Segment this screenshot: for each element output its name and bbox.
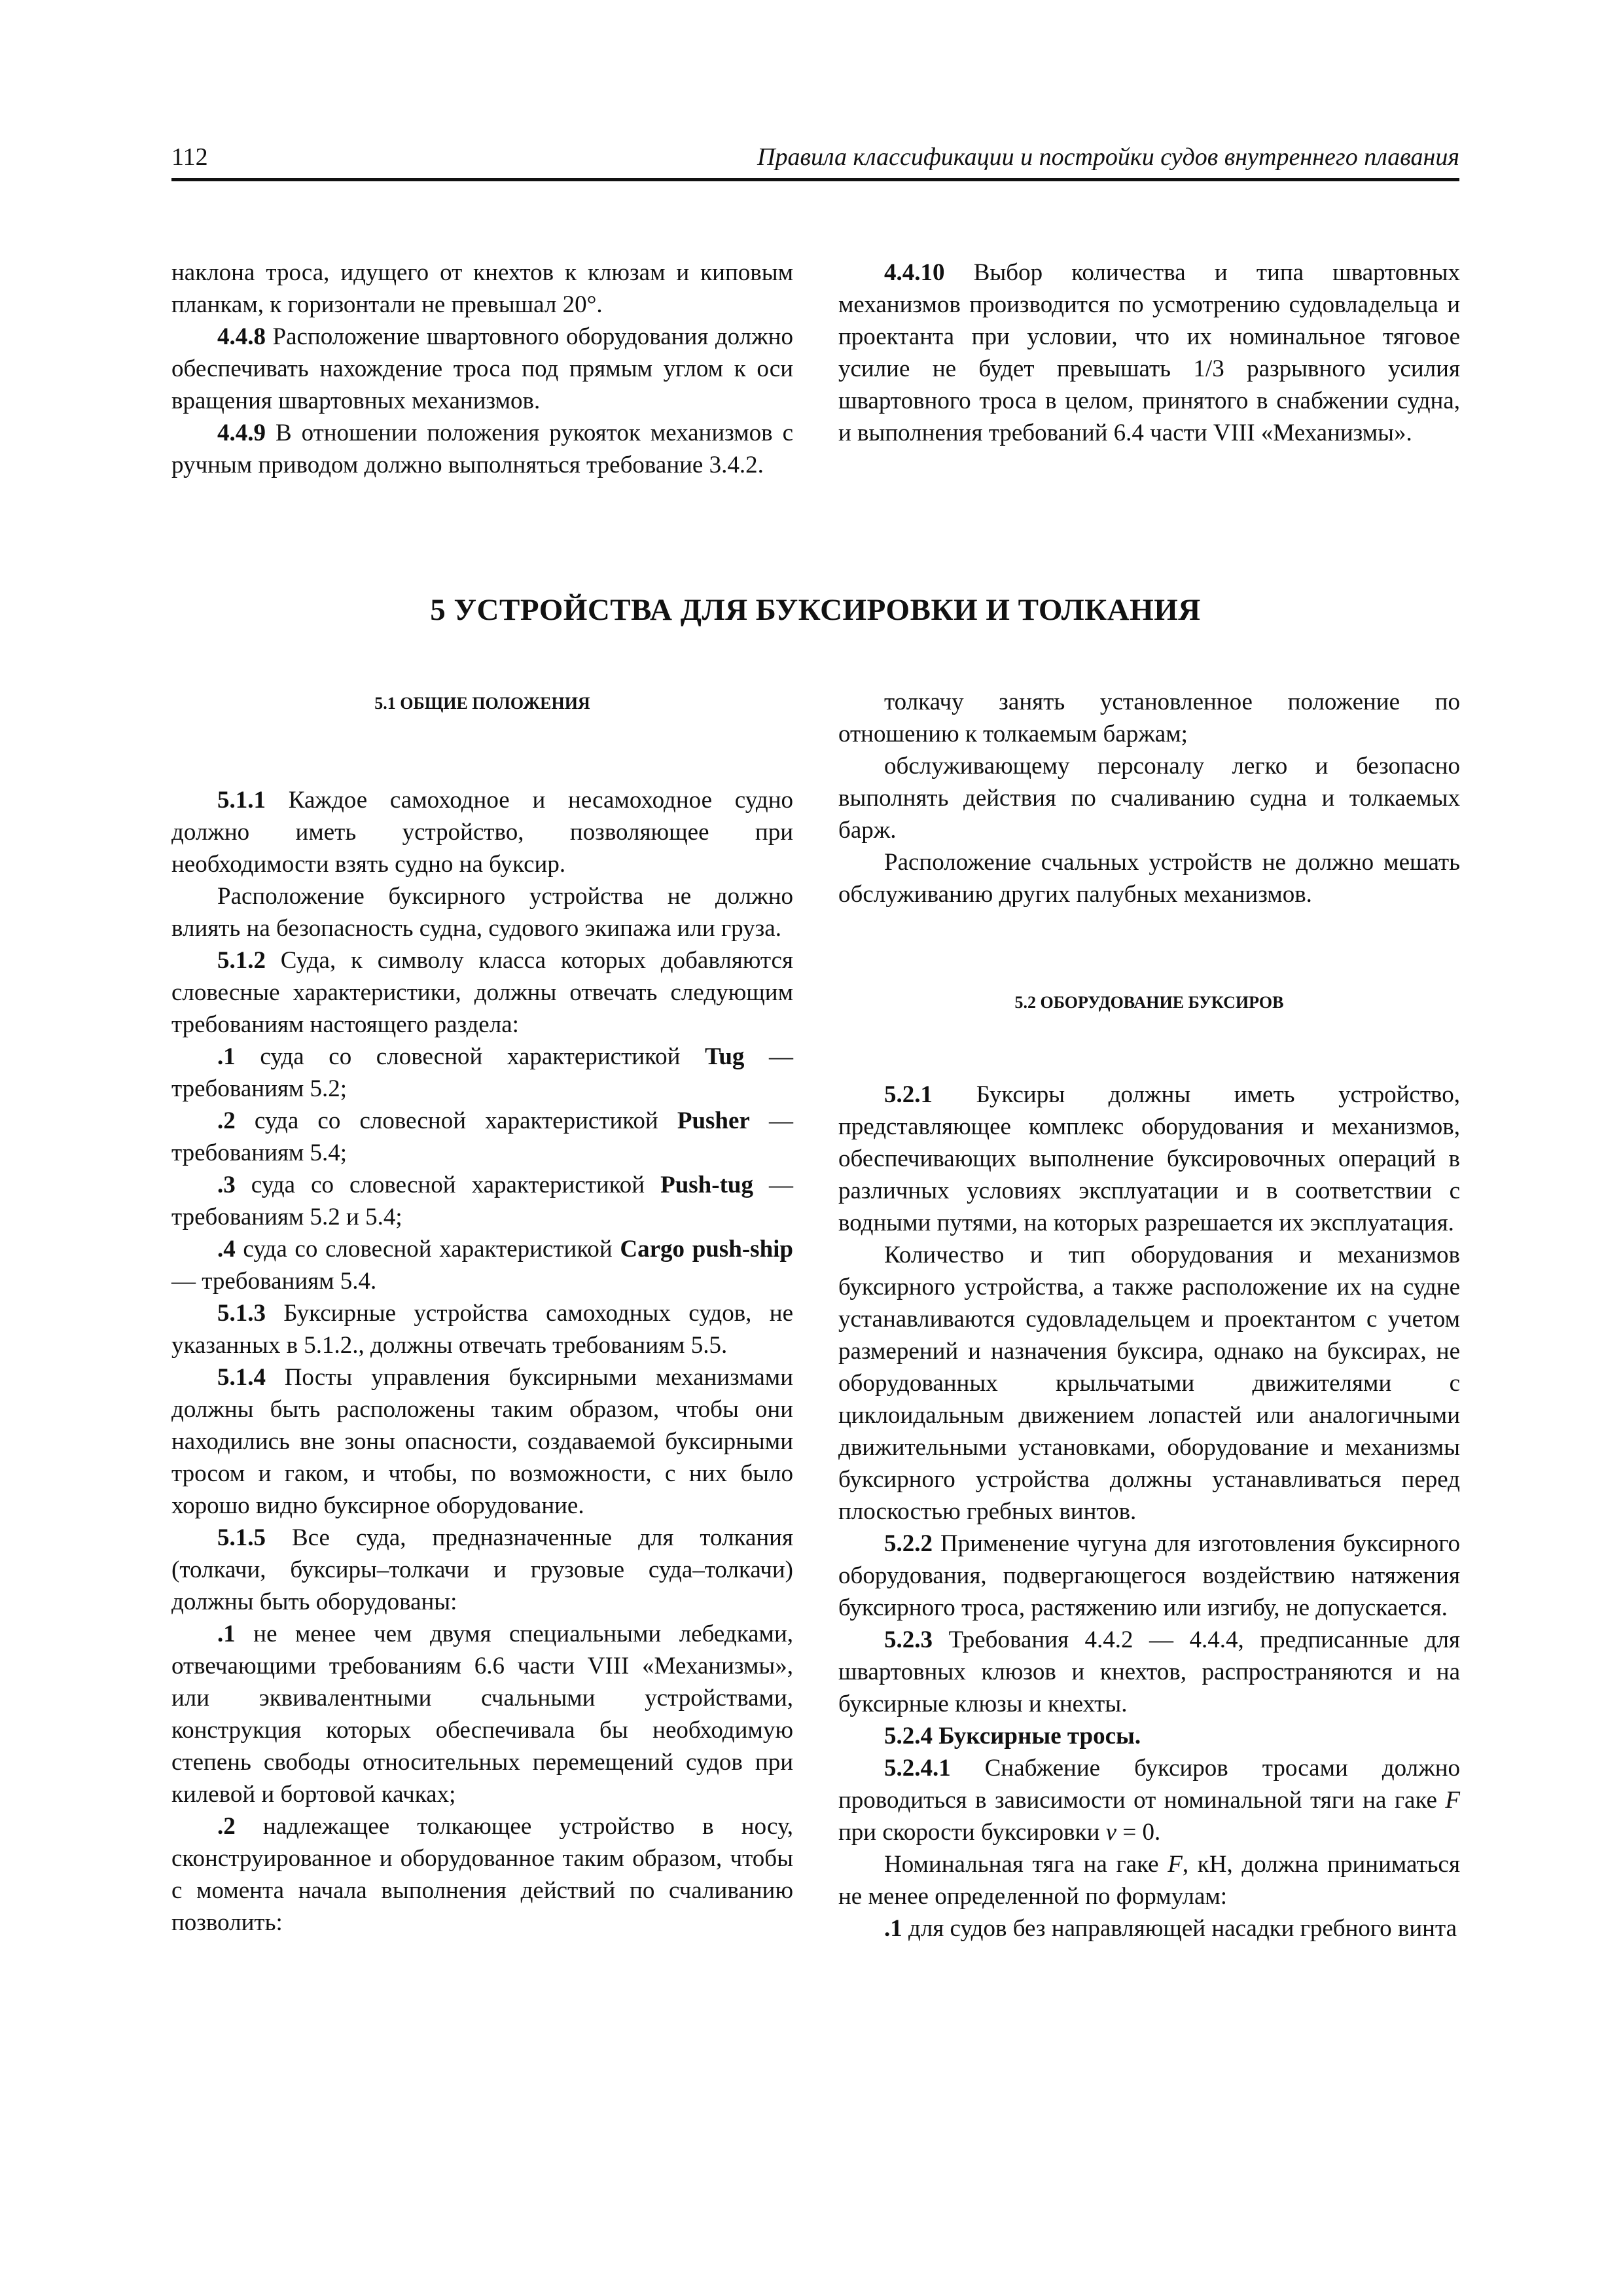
- clause-number: 5.2.4.1: [884, 1755, 951, 1782]
- list-item: .1 суда со словесной характеристикой Tug — требованиям 5.2;: [171, 1043, 793, 1102]
- paragraph-5-2-2: 5.2.2 Применение чугуна для изготовления буксирного оборудования, подвергающегося воздействию натяжения буксирного троса, растяжению или изгибу, не допускается.: [838, 1530, 1460, 1621]
- clause-number: 4.4.8: [217, 323, 266, 350]
- class-notation: Tug: [705, 1043, 745, 1070]
- clause-number: 4.4.9: [217, 420, 266, 446]
- clause-number: 5.1.2: [217, 947, 266, 974]
- class-notation: Cargo push-ship: [620, 1236, 794, 1263]
- clause-number: 5.2.1: [884, 1081, 933, 1108]
- symbol-F: F: [1445, 1787, 1460, 1814]
- paragraph-5-1-1: 5.1.1 Каждое самоходное и несамоходное судно должно иметь устройство, позволяющее при необходимости взять судно на буксир.: [171, 787, 793, 878]
- paragraph: Расположение счальных устройств не должно мешать обслуживанию других палубных механизмов.: [838, 849, 1460, 908]
- paragraph: наклона троса, идущего от кнехтов к клюзам и киповым планкам, к горизонтали не превышал 20°.: [171, 259, 793, 318]
- paragraph: Номинальная тяга на гаке F, кН, должна приниматься не менее определенной по формулам:: [838, 1851, 1460, 1910]
- section-heading-5-1: 5.1 ОБЩИЕ ПОЛОЖЕНИЯ: [374, 694, 590, 713]
- top-right-column: [838, 257, 1460, 449]
- paragraph-5-2-4-1: 5.2.4.1 Снабжение буксиров тросами должно проводиться в зависимости от номинальной тяги на гаке F при скорости буксировки v = 0.: [838, 1755, 1460, 1846]
- paragraph-4-4-8: 4.4.8 Расположение швартовного оборудования должно обеспечивать нахождение троса под прямым углом к оси вращения швартовных механизмов.: [171, 323, 793, 414]
- clause-number: 5.2.2: [884, 1530, 933, 1557]
- clause-number: 5.1.4: [217, 1364, 266, 1391]
- section-heading-5-2: 5.2 ОБОРУДОВАНИЕ БУКСИРОВ: [1014, 993, 1284, 1012]
- class-notation: Push-tug: [660, 1172, 753, 1198]
- running-title: Правила классификации и постройки судов внутреннего плавания: [757, 143, 1459, 171]
- page-number: 112: [171, 143, 208, 171]
- page-header: [171, 139, 1459, 181]
- symbol-F: F: [1168, 1851, 1183, 1878]
- list-item: .2 суда со словесной характеристикой Pusher — требованиям 5.4;: [171, 1107, 793, 1166]
- symbol-v: v: [1105, 1819, 1117, 1846]
- paragraph: толкачу занять установленное положение по отношению к толкаемым баржам;: [838, 689, 1460, 747]
- clause-number: 5.1.3: [217, 1300, 266, 1327]
- paragraph-4-4-10: 4.4.10 Выбор количества и типа швартовных механизмов производится по усмотрению судовладельца и проектанта при условии, что их номинальное тяговое усилие не будет превышать 1/3 разрывного усилия швартовного троса в целом, принятого в снабжении судна, и выполнения требований 6.4 части VIII «Механизмы».: [838, 259, 1460, 446]
- paragraph-5-1-3: 5.1.3 Буксирные устройства самоходных судов, не указанных в 5.1.2., должны отвечать требованиям 5.5.: [171, 1300, 793, 1359]
- paragraph: обслуживающему персоналу легко и безопасно выполнять действия по счаливанию судна и толкаемых барж.: [838, 753, 1460, 844]
- clause-number: 5.1.5: [217, 1524, 266, 1551]
- left-column: [171, 784, 793, 1939]
- paragraph: Расположение буксирного устройства не должно влиять на безопасность судна, судового экипажа или груза.: [171, 883, 793, 942]
- paragraph-5-2-3: 5.2.3 Требования 4.4.2 — 4.4.4, предписанные для швартовных клюзов и кнехтов, распространяются и на буксирные клюзы и кнехты.: [838, 1626, 1460, 1717]
- paragraph-5-1-4: 5.1.4 Посты управления буксирными механизмами должны быть расположены таким образом, чтобы они находились вне зоны опасности, создаваемой буксирными тросом и гаком, и чтобы, по возможности, с них было хорошо видно буксирное оборудование.: [171, 1364, 793, 1519]
- paragraph-5-1-5: 5.1.5 Все суда, предназначенные для толкания (толкачи, буксиры–толкачи и грузовые суда–толкачи) должны быть оборудованы:: [171, 1524, 793, 1615]
- list-item: .4 суда со словесной характеристикой Cargo push-ship — требованиям 5.4.: [171, 1236, 794, 1295]
- clause-number: 5.1.1: [217, 787, 266, 814]
- list-item: .1 для судов без направляющей насадки гребного винта: [884, 1915, 1457, 1942]
- class-notation: Pusher: [677, 1107, 750, 1134]
- paragraph-5-1-2: 5.1.2 Суда, к символу класса которых добавляются словесные характеристики, должны отвечать следующим требованиям настоящего раздела:: [171, 947, 793, 1038]
- chapter-title: 5 УСТРОЙСТВА ДЛЯ БУКСИРОВКИ И ТОЛКАНИЯ: [430, 593, 1201, 627]
- clause-number: 5.2.3: [884, 1626, 933, 1653]
- paragraph-4-4-9: 4.4.9 В отношении положения рукояток механизмов с ручным приводом должно выполняться требование 3.4.2.: [171, 420, 793, 478]
- clause-number: 4.4.10: [884, 259, 945, 286]
- right-column-continuation: [838, 686, 1460, 910]
- list-item: .1 не менее чем двумя специальными лебедками, отвечающими требованиям 6.6 части VIII «Механизмы», или эквивалентными счальными устройствами, конструкция которых обеспечивала бы необходимую степень свободы относительных перемещений судов при килевой и бортовой качках;: [171, 1621, 793, 1808]
- paragraph: Количество и тип оборудования и механизмов буксирного устройства, а также расположение их на судне устанавливаются судовладельцем и проектантом с учетом размерений и назначения буксира, однако на буксирах, не оборудованных крыльчатыми движителями с циклоидальным движением лопастей или аналогичными движительными установками, оборудование и механизмы буксирного устройства должны устанавливаться перед плоскостью гребных винтов.: [838, 1242, 1460, 1525]
- subsection-heading-5-2-4: 5.2.4 Буксирные тросы.: [884, 1723, 1141, 1749]
- list-item: .2 надлежащее толкающее устройство в носу, сконструированное и оборудованное таким образом, чтобы с момента начала выполнения действий по счаливанию позволить:: [171, 1813, 793, 1936]
- paragraph-5-2-1: 5.2.1 Буксиры должны иметь устройство, представляющее комплекс оборудования и механизмов, обеспечивающих выполнение буксировочных операций в различных условиях эксплуатации и в соответствии с водными путями, на которых разрешается их эксплуатация.: [838, 1081, 1460, 1236]
- top-left-column: [171, 257, 793, 481]
- list-item: .3 суда со словесной характеристикой Push-tug — требованиям 5.2 и 5.4;: [171, 1172, 794, 1230]
- right-column: [838, 1079, 1460, 1945]
